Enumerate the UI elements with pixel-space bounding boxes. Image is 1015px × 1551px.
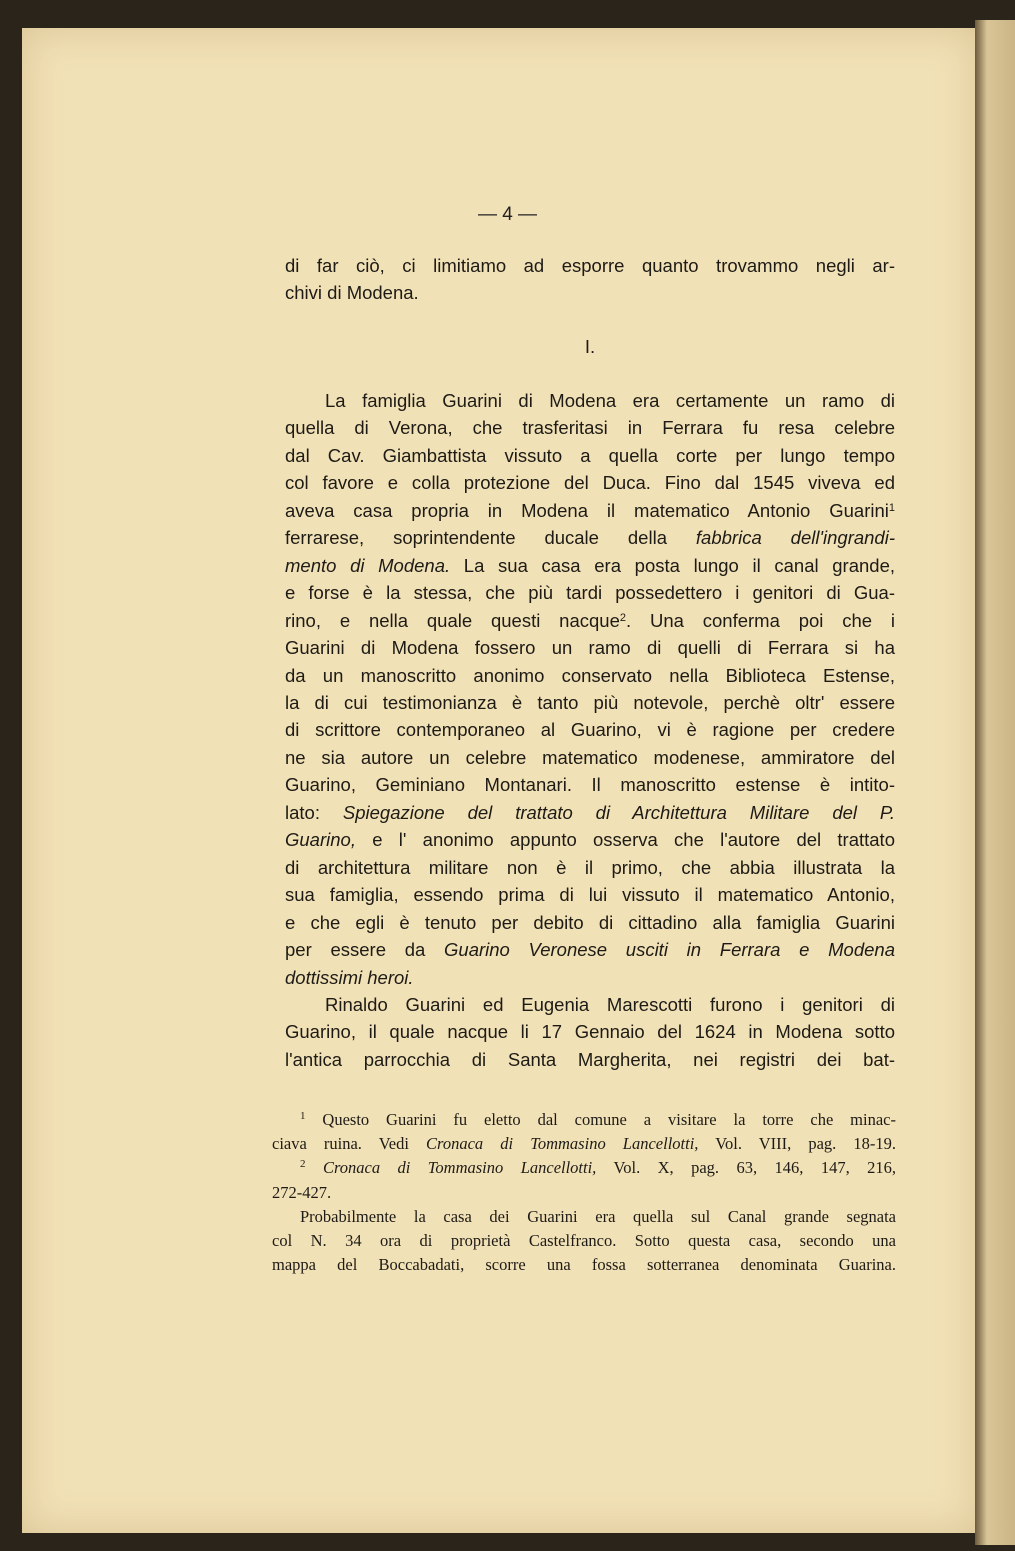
- text-segment: La sua casa era posta lungo il canal grande,: [450, 554, 896, 576]
- text-line: [285, 771, 895, 798]
- text-segment: e l' anonimo appunto osserva che l'autore del trattato: [355, 829, 895, 851]
- text-segment: quella di Verona, che trasferitasi in Ferrara fu resa celebre: [285, 417, 895, 439]
- text-segment: la di cui testimonianza è tanto più notevole, perchè oltr' essere: [285, 691, 895, 713]
- italic-text: fabbrica dell'ingrandi-: [695, 527, 895, 549]
- text-line: [285, 497, 895, 524]
- text-segment: dal Cav. Giambattista vissuto a quella corte per lungo tempo: [285, 444, 895, 466]
- text-line: [285, 1046, 895, 1073]
- text-line: [285, 854, 895, 881]
- text-segment: Vol. X, pag. 63, 146, 147, 216,: [596, 1158, 896, 1178]
- text-line: [285, 991, 895, 1018]
- text-segment: col N. 34 ora di proprietà Castelfranco. Sotto questa casa, secondo una: [272, 1231, 896, 1251]
- italic-text: Spiegazione del trattato di Architettura Militare del P.: [342, 801, 896, 823]
- text-line: [285, 716, 895, 743]
- text-segment: . Una conferma poi che i: [626, 609, 895, 631]
- text-line: [272, 1132, 896, 1156]
- text-line: [285, 279, 895, 306]
- text-segment: mappa del Boccabadati, scorre una fossa sotterranea denominata Guarina.: [272, 1255, 896, 1275]
- italic-text: Guarino,: [285, 829, 356, 851]
- footnotes: [272, 1108, 896, 1277]
- text-segment: Questo Guarini fu eletto dal comune a visitare la torre che minac-: [305, 1110, 896, 1129]
- text-line: [285, 881, 895, 908]
- footnote-marker: 1: [300, 1110, 306, 1122]
- text-line: [272, 1205, 896, 1229]
- footnote-marker: 2: [619, 611, 626, 624]
- text-segment: di scrittore contemporaneo al Guarino, vi è ragione per credere: [285, 719, 895, 741]
- text-line: [285, 579, 895, 606]
- text-line: [285, 744, 895, 771]
- text-line: [285, 936, 895, 963]
- text-segment: Probabilmente la casa dei Guarini era quella sul Canal grande segnata: [300, 1206, 896, 1226]
- text-line: [272, 1108, 896, 1132]
- text-segment: e forse è la stessa, che più tardi possedettero i genitori di Gua-: [285, 582, 895, 604]
- text-segment: di far ciò, ci limitiamo ad esporre quanto trovammo negli ar-: [285, 255, 895, 276]
- text-segment: rino, e nella quale questi nacque: [285, 609, 620, 631]
- text-segment: da un manoscritto anonimo conservato nella Biblioteca Estense,: [285, 664, 895, 686]
- adjacent-page-edge: [975, 20, 1015, 1545]
- text-segment: Rinaldo Guarini ed Eugenia Marescotti furono i genitori di: [325, 993, 895, 1015]
- text-segment: Guarino, Geminiano Montanari. Il manoscritto estense è intito-: [285, 774, 895, 796]
- text-segment: e che egli è tenuto per debito di cittadino alla famiglia Guarini: [285, 911, 895, 933]
- italic-text: Cronaca di Tommasino Lancellotti,: [426, 1134, 699, 1154]
- text-line: [285, 1018, 895, 1045]
- text-segment: ferrarese, soprintendente ducale della: [285, 527, 696, 549]
- text-line: [285, 469, 895, 496]
- text-line: [285, 689, 895, 716]
- text-line: [272, 1229, 896, 1253]
- text-segment: 272-427.: [272, 1182, 332, 1202]
- text-line: [285, 799, 895, 826]
- italic-text: Guarino Veronese usciti in Ferrara e Modena: [444, 939, 895, 961]
- section-heading: I.: [584, 336, 596, 357]
- paragraph-intro: [285, 252, 895, 307]
- paragraph-main: [285, 387, 895, 1073]
- text-line: [285, 826, 895, 853]
- footnote-marker: 2: [300, 1158, 306, 1171]
- text-segment: Guarini di Modena fossero un ramo di quelli di Ferrara si ha: [285, 637, 895, 659]
- text-line: [285, 414, 895, 441]
- text-segment: La famiglia Guarini di Modena era certamente un ramo di: [325, 390, 895, 411]
- text-line: [285, 634, 895, 661]
- text-segment: [306, 1158, 323, 1177]
- text-line: [285, 252, 895, 279]
- text-segment: lato:: [285, 801, 343, 823]
- text-segment: Guarino, il quale nacque li 17 Gennaio del 1624 in Modena sotto: [285, 1021, 895, 1043]
- text-segment: chivi di Modena.: [285, 282, 419, 304]
- text-segment: ciava ruina. Vedi: [272, 1134, 427, 1154]
- text-line: [285, 662, 895, 689]
- text-line: [272, 1156, 896, 1180]
- text-segment: per essere da: [285, 939, 445, 961]
- text-segment: l'antica parrocchia di Santa Margherita, nei registri dei bat-: [285, 1048, 895, 1070]
- text-line: [285, 552, 895, 579]
- text-line: [285, 964, 895, 991]
- text-line: [285, 442, 895, 469]
- text-segment: ne sia autore un celebre matematico modenese, ammiratore del: [285, 746, 895, 768]
- text-segment: Vol. VIII, pag. 18-19.: [698, 1134, 897, 1154]
- text-segment: sua famiglia, essendo prima di lui vissuto il matematico Antonio,: [285, 884, 895, 906]
- italic-text: Cronaca di Tommasino Lancellotti,: [322, 1158, 597, 1178]
- italic-text: dottissimi heroi.: [285, 966, 414, 988]
- text-line: [285, 387, 895, 414]
- text-segment: col favore e colla protezione del Duca. Fino dal 1545 viveva ed: [285, 472, 895, 494]
- text-segment: di architettura militare non è il primo, che abbia illustrata la: [285, 856, 895, 878]
- footnote-marker: 1: [888, 501, 895, 514]
- text-line: [285, 909, 895, 936]
- page-number: — 4 —: [477, 204, 538, 225]
- italic-text: mento di Modena.: [285, 554, 451, 576]
- text-line: [285, 524, 895, 551]
- text-line: [272, 1253, 896, 1277]
- text-line: [272, 1181, 896, 1205]
- text-segment: aveva casa propria in Modena il matematico Antonio Guarini: [285, 499, 889, 521]
- text-line: [285, 607, 895, 634]
